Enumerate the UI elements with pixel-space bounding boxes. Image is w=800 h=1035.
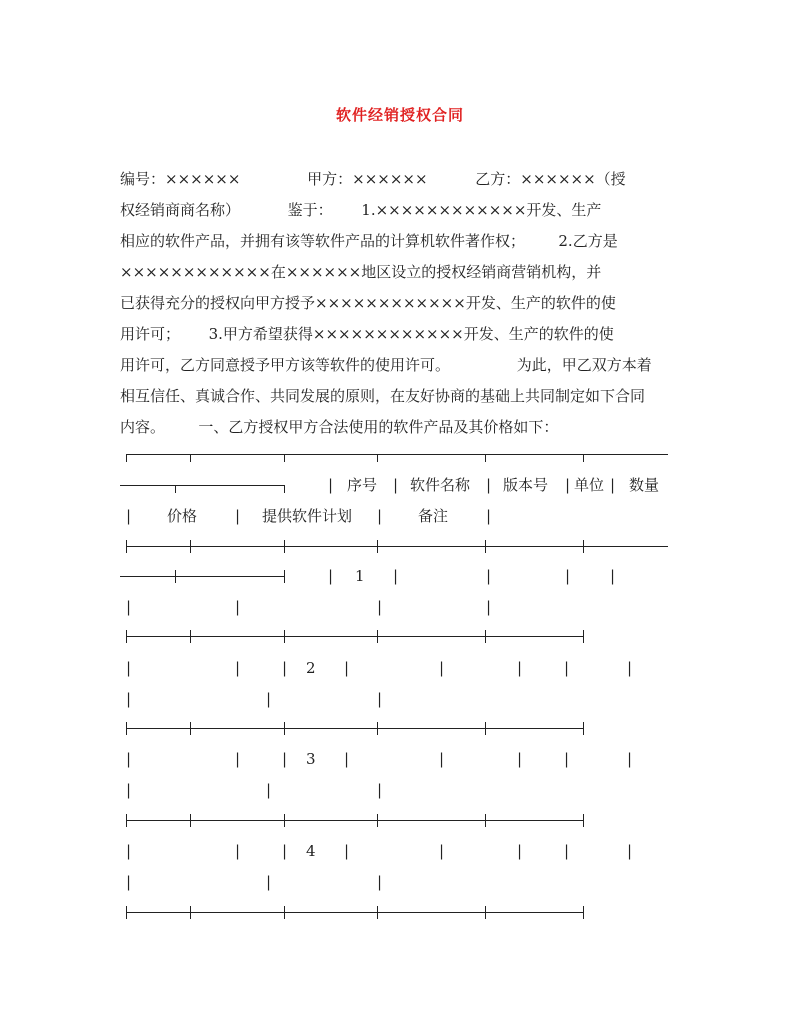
table-rule	[126, 820, 583, 821]
row-index: 2	[306, 659, 316, 677]
table-tick	[583, 722, 584, 735]
table-cell-border: |	[517, 842, 523, 860]
table-tick	[175, 570, 176, 583]
table-cell-border: |	[235, 507, 241, 525]
paragraph-line: 相互信任、真诚合作、共同发展的原则，在友好协商的基础上共同制定如下合同	[120, 387, 646, 405]
table-cell-border: |	[235, 750, 241, 768]
table-tick	[126, 722, 127, 735]
table-cell-border: |	[126, 507, 132, 525]
row-index: 3	[306, 750, 316, 768]
paragraph-line: 编号：×××××× 甲方：×××××× 乙方：××××××（授	[120, 170, 626, 188]
table-cell-border: |	[565, 567, 571, 585]
table-tick	[583, 906, 584, 919]
header-cell-unit: 单位	[574, 476, 605, 494]
table-tick	[190, 722, 191, 735]
table-cell-border: |	[439, 659, 445, 677]
table-tick	[485, 722, 486, 735]
table-cell-border: |	[344, 842, 350, 860]
table-cell-border: |	[126, 598, 132, 616]
header-cell-version: 版本号	[503, 476, 549, 494]
table-tick	[377, 540, 378, 553]
table-cell-border: |	[266, 873, 272, 891]
table-cell-border: |	[282, 750, 288, 768]
table-rule	[120, 576, 284, 577]
table-cell-border: |	[377, 690, 383, 708]
table-tick	[284, 722, 285, 735]
table-tick	[485, 454, 486, 462]
table-cell-border: |	[517, 750, 523, 768]
table-tick	[175, 485, 176, 493]
table-tick	[284, 540, 285, 553]
table-tick	[377, 722, 378, 735]
table-cell-border: |	[126, 873, 132, 891]
table-cell-border: |	[235, 659, 241, 677]
table-cell-border: |	[377, 781, 383, 799]
table-rule	[126, 546, 668, 547]
table-cell-border: |	[517, 659, 523, 677]
table-tick	[190, 454, 191, 462]
table-cell-border: |	[266, 781, 272, 799]
table-cell-border: |	[235, 598, 241, 616]
table-cell-border: |	[377, 507, 383, 525]
table-cell-border: |	[564, 842, 570, 860]
document-title: 软件经销授权合同	[335, 106, 464, 124]
header-cell-remark: 备注	[418, 507, 449, 525]
table-cell-border: |	[126, 750, 132, 768]
table-cell-border: |	[126, 690, 132, 708]
table-tick	[583, 454, 584, 462]
table-tick	[377, 814, 378, 827]
table-cell-border: |	[486, 598, 492, 616]
table-cell-border: |	[564, 750, 570, 768]
table-cell-border: |	[393, 567, 399, 585]
paragraph-line: 已获得充分的授权向甲方授予××××××××××××开发、生产的软件的使	[120, 294, 616, 312]
table-cell-border: |	[282, 659, 288, 677]
table-tick	[485, 814, 486, 827]
header-cell-plan: 提供软件计划	[262, 507, 353, 525]
table-tick	[485, 630, 486, 643]
table-tick	[377, 630, 378, 643]
table-rule	[126, 454, 668, 455]
table-cell-border: |	[486, 507, 492, 525]
table-cell-border: |	[627, 659, 633, 677]
table-tick	[377, 906, 378, 919]
table-cell-border: |	[344, 659, 350, 677]
table-tick	[583, 540, 584, 553]
table-cell-border: |	[627, 842, 633, 860]
table-cell-border: |	[235, 842, 241, 860]
table-rule	[120, 485, 284, 486]
table-cell-border: |	[328, 476, 334, 494]
paragraph-line: 相应的软件产品，并拥有该等软件产品的计算机软件著作权； 2.乙方是	[120, 232, 618, 250]
paragraph-line: 用许可，乙方同意授予甲方该等软件的使用许可。 为此，甲乙双方本着	[120, 356, 652, 374]
table-cell-border: |	[565, 476, 571, 494]
table-cell-border: |	[328, 567, 334, 585]
table-cell-border: |	[610, 567, 616, 585]
table-tick	[583, 630, 584, 643]
table-rule	[126, 728, 583, 729]
table-tick	[485, 540, 486, 553]
row-index: 1	[355, 567, 365, 585]
table-cell-border: |	[564, 659, 570, 677]
table-tick	[284, 906, 285, 919]
paragraph-line: ××××××××××××在××××××地区设立的授权经销商营销机构，并	[120, 263, 602, 281]
table-tick	[190, 630, 191, 643]
table-cell-border: |	[627, 750, 633, 768]
table-tick	[190, 540, 191, 553]
table-cell-border: |	[344, 750, 350, 768]
table-tick	[126, 454, 127, 462]
table-cell-border: |	[282, 842, 288, 860]
paragraph-line: 权经销商商名称） 鉴于： 1.××××××××××××开发、生产	[120, 201, 602, 219]
table-cell-border: |	[610, 476, 616, 494]
table-cell-border: |	[377, 598, 383, 616]
table-cell-border: |	[439, 750, 445, 768]
paragraph-line: 用许可； 3.甲方希望获得××××××××××××开发、生产的软件的使	[120, 325, 614, 343]
paragraph-line: 内容。 一、乙方授权甲方合法使用的软件产品及其价格如下：	[120, 418, 559, 436]
table-cell-border: |	[486, 567, 492, 585]
table-tick	[190, 906, 191, 919]
table-rule	[126, 636, 583, 637]
table-tick	[377, 454, 378, 462]
row-index: 4	[306, 842, 316, 860]
header-cell-name: 软件名称	[410, 476, 471, 494]
table-tick	[284, 814, 285, 827]
table-cell-border: |	[266, 690, 272, 708]
table-cell-border: |	[377, 873, 383, 891]
table-tick	[284, 570, 285, 583]
table-cell-border: |	[393, 476, 399, 494]
table-cell-border: |	[439, 842, 445, 860]
table-cell-border: |	[126, 659, 132, 677]
table-rule	[126, 912, 583, 913]
table-cell-border: |	[486, 476, 492, 494]
table-tick	[126, 814, 127, 827]
table-tick	[126, 906, 127, 919]
table-tick	[126, 630, 127, 643]
table-tick	[284, 630, 285, 643]
header-cell-index: 序号	[347, 476, 378, 494]
table-tick	[190, 814, 191, 827]
table-tick	[284, 485, 285, 493]
table-tick	[485, 906, 486, 919]
table-tick	[284, 454, 285, 462]
table-tick	[583, 814, 584, 827]
table-tick	[126, 540, 127, 553]
header-cell-price: 价格	[167, 507, 198, 525]
header-cell-qty: 数量	[629, 476, 660, 494]
table-cell-border: |	[126, 781, 132, 799]
table-cell-border: |	[126, 842, 132, 860]
